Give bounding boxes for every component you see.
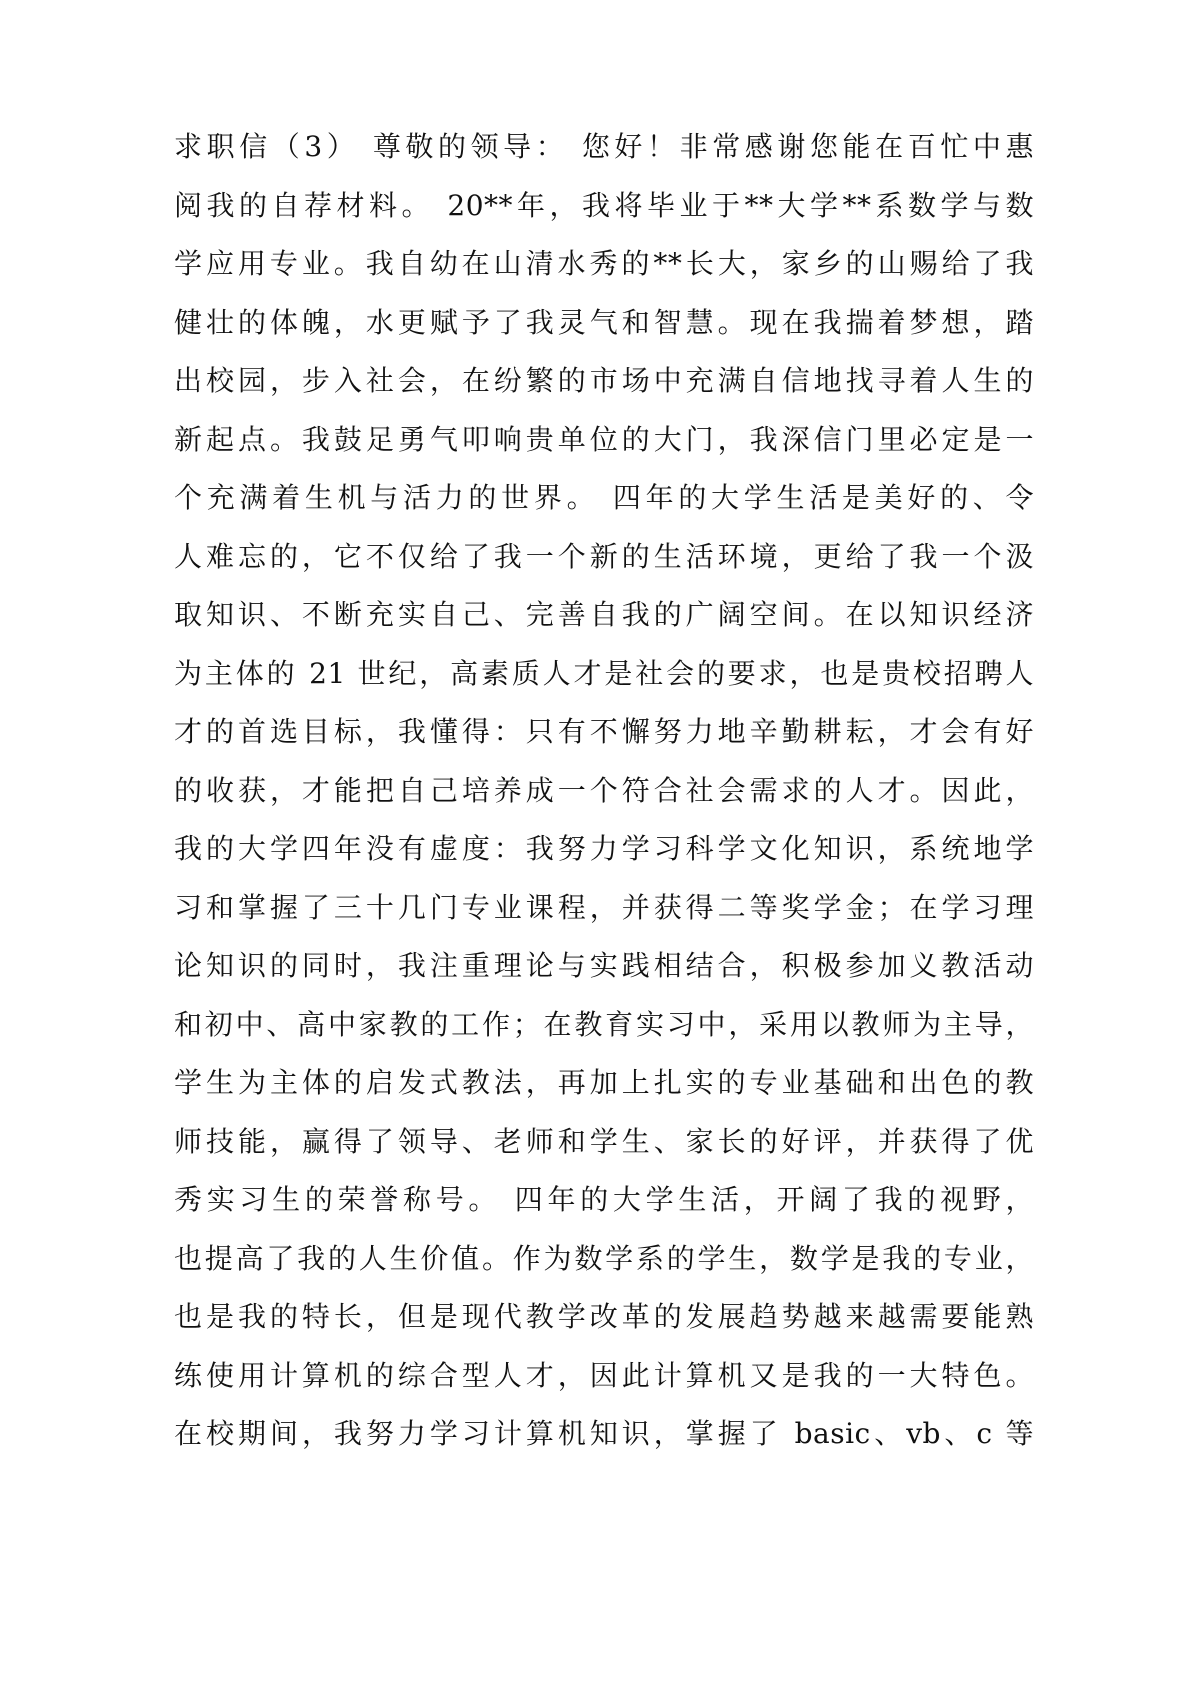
text-line: 取知识、不断充实自己、完善自我的广阔空间。在以知识经济 [174, 598, 1034, 631]
text-line: 学应用专业。我自幼在山清水秀的**长大，家乡的山赐给了我 [174, 247, 1034, 280]
text-line: 学生为主体的启发式教法，再加上扎实的专业基础和出色的教 [174, 1066, 1034, 1099]
text-line: 也是我的特长，但是现代教学改革的发展趋势越来越需要能熟 [174, 1300, 1034, 1333]
text-line: 练使用计算机的综合型人才，因此计算机又是我的一大特色。 [174, 1358, 1034, 1392]
text-line: 阅我的自荐材料。 20**年，我将毕业于**大学**系数学与数 [174, 188, 1034, 222]
text-line: 人难忘的，它不仅给了我一个新的生活环境，更给了我一个汲 [174, 539, 1034, 573]
text-line: 才的首选目标，我懂得：只有不懈努力地辛勤耕耘，才会有好 [174, 715, 1034, 748]
text-line: 出校园，步入社会，在纷繁的市场中充满自信地找寻着人生的 [174, 364, 1034, 397]
text-line: 在校期间，我努力学习计算机知识，掌握了 basic、vb、c 等 [174, 1417, 1034, 1450]
text-line: 的收获，才能把自己培养成一个符合社会需求的人才。因此， [174, 773, 1034, 807]
text-line: 也提高了我的人生价值。作为数学系的学生，数学是我的专业， [174, 1241, 1034, 1275]
text-line: 论知识的同时，我注重理论与实践相结合，积极参加义教活动 [174, 949, 1034, 982]
text-line: 秀实习生的荣誉称号。 四年的大学生活，开阔了我的视野， [174, 1183, 1034, 1216]
cover-letter-body [174, 118, 1034, 1464]
text-line: 新起点。我鼓足勇气叩响贵单位的大门，我深信门里必定是一 [174, 422, 1034, 456]
text-line: 我的大学四年没有虚度：我努力学习科学文化知识，系统地学 [174, 832, 1034, 865]
text-line: 个充满着生机与活力的世界。 四年的大学生活是美好的、令 [174, 481, 1034, 514]
text-line: 健壮的体魄，水更赋予了我灵气和智慧。现在我揣着梦想，踏 [174, 305, 1034, 339]
text-line: 习和掌握了三十几门专业课程，并获得二等奖学金；在学习理 [174, 890, 1034, 924]
text-line: 求职信（3） 尊敬的领导： 您好！非常感谢您能在百忙中惠 [174, 130, 1034, 163]
text-line: 为主体的 21 世纪，高素质人才是社会的要求，也是贵校招聘人 [174, 656, 1034, 690]
text-line: 和初中、高中家教的工作；在教育实习中，采用以教师为主导， [174, 1007, 1034, 1041]
text-line: 师技能，赢得了领导、老师和学生、家长的好评，并获得了优 [174, 1124, 1034, 1158]
